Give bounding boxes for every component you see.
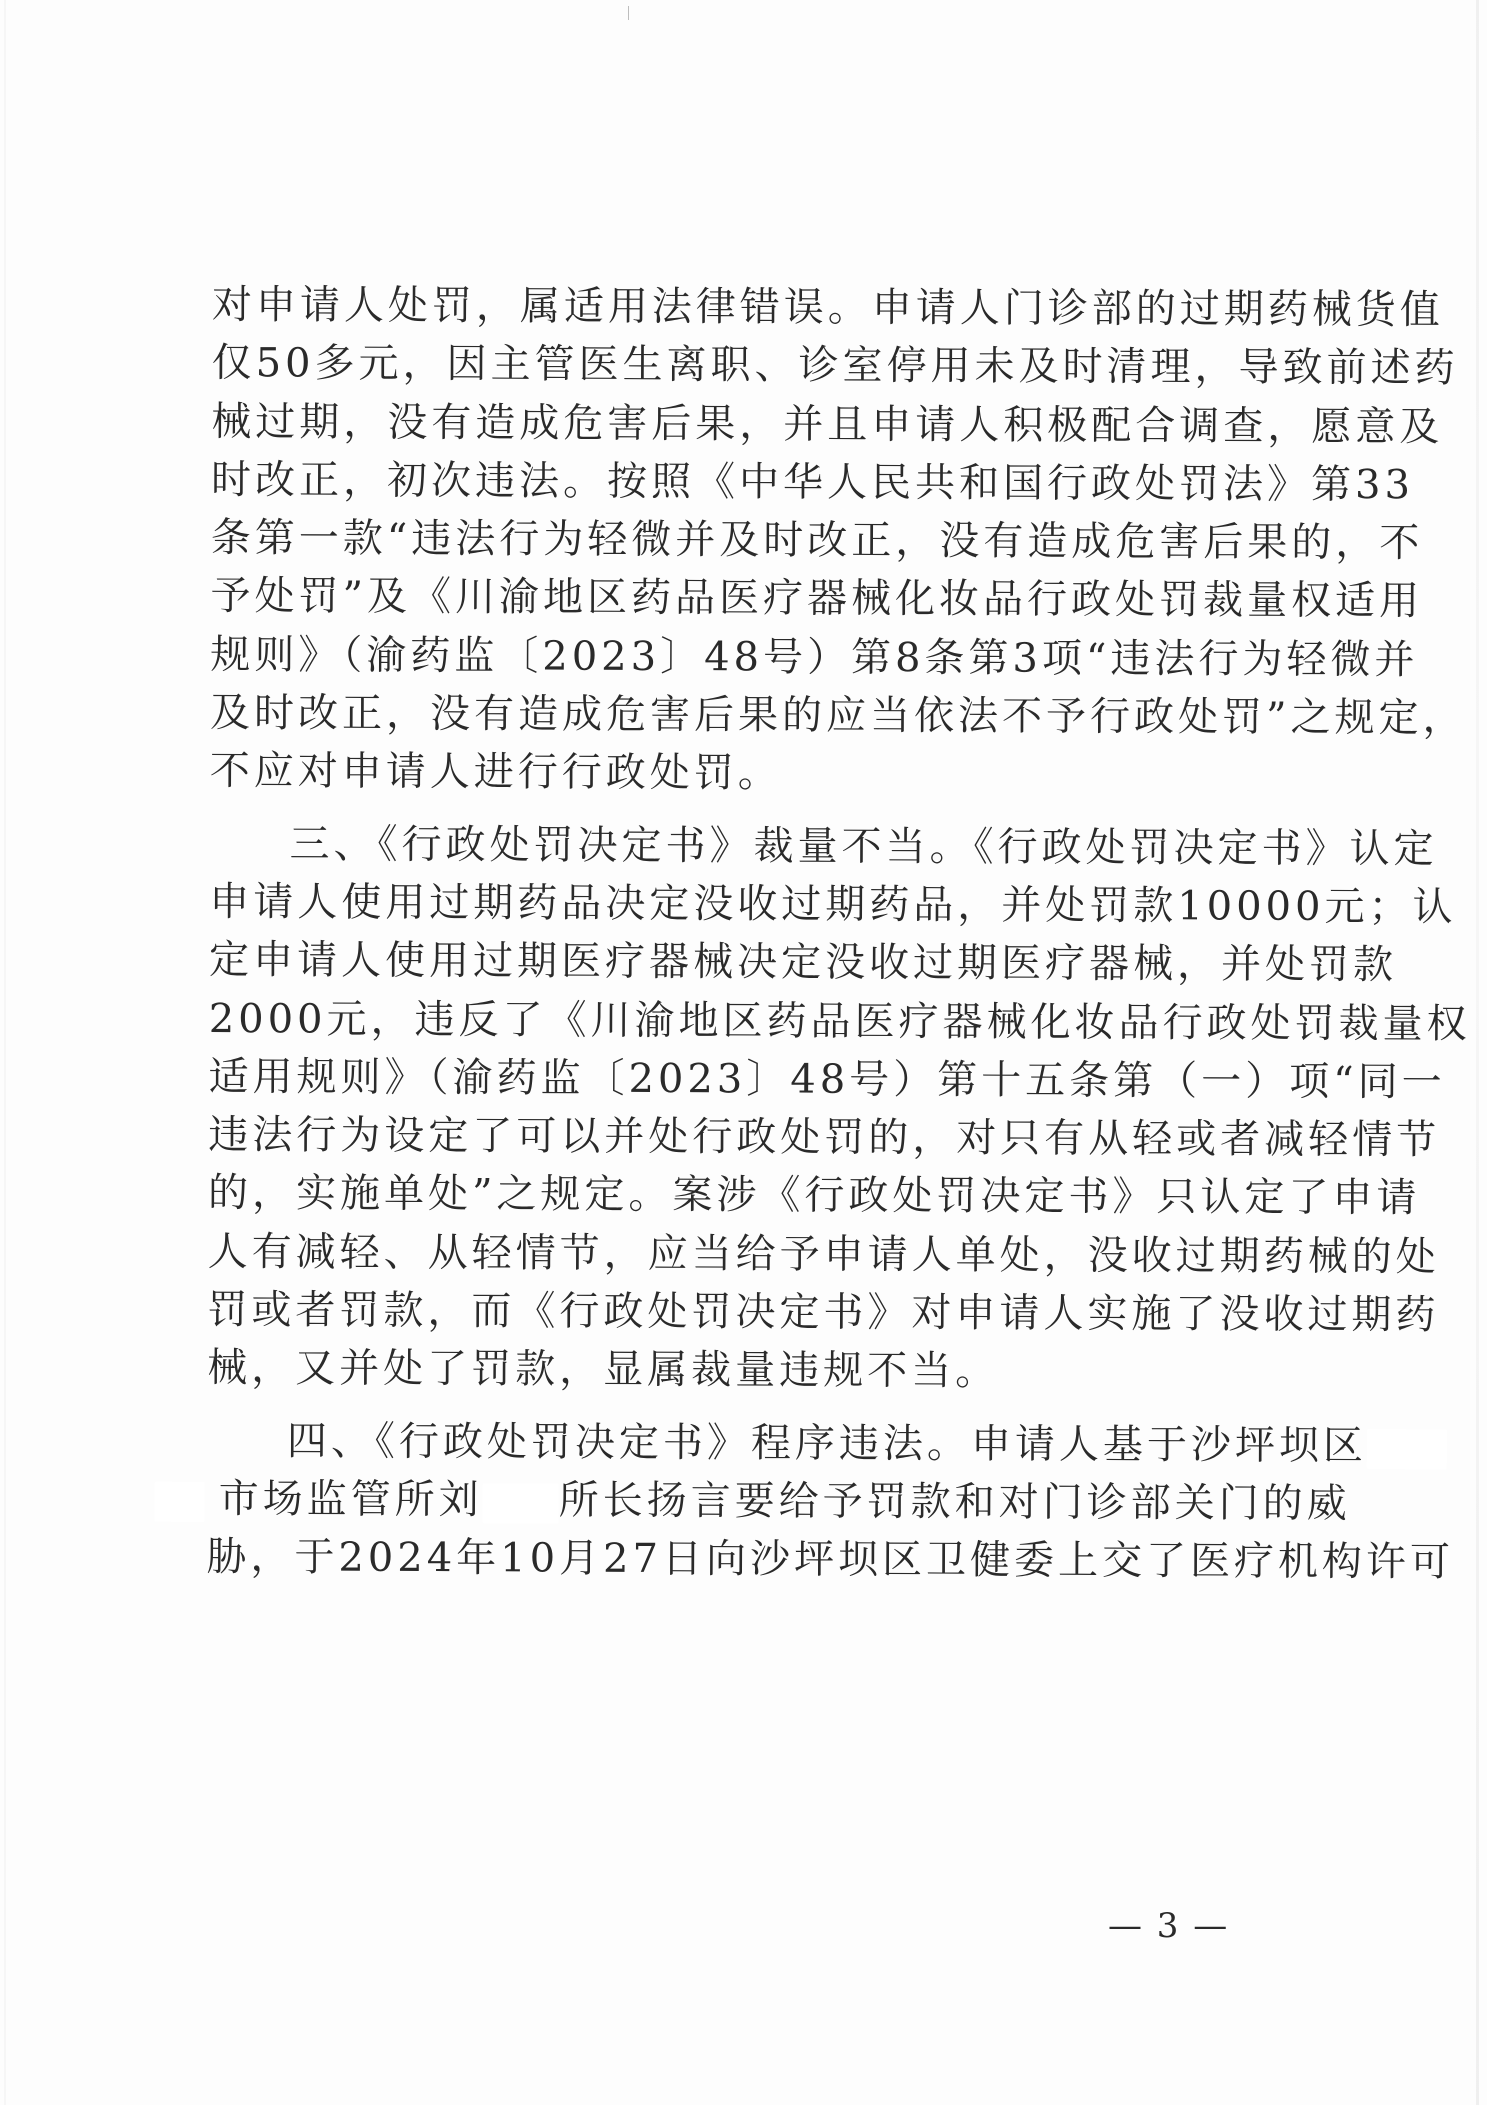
redaction-box — [155, 1482, 205, 1522]
text-line: 三、《行政处罚决定书》裁量不当。《行政处罚决定书》认定 — [289, 821, 1438, 873]
text-line: 适用规则》（渝药监〔2023〕48号）第十五条第（一）项“同一 — [208, 1053, 1446, 1106]
redaction-box — [483, 1483, 559, 1523]
text-line: 2000元，违反了《川渝地区药品医疗器械化妆品行政处罚裁量权 — [208, 995, 1471, 1048]
text-line: 及时改正，没有造成危害后果的应当依法不予行政处罚”之规定， — [209, 690, 1467, 742]
scan-edge-right — [1476, 0, 1479, 2105]
text-line: 违法行为设定了可以并处行政处罚的，对只有从轻或者减轻情节 — [208, 1112, 1441, 1164]
body-text — [206, 276, 1471, 1591]
text-line: 予处罚”及《川渝地区药品医疗器械化妆品行政处罚裁量权适用 — [210, 573, 1424, 625]
text-line: 对申请人处罚，属适用法律错误。申请人门诊部的过期药械货值 — [211, 281, 1444, 334]
text-line — [207, 1412, 1368, 1475]
text-segment: 市场监管所刘 — [218, 1475, 483, 1524]
text-line: 申请人使用过期药品决定没收过期药品，并处罚款10000元；认 — [209, 878, 1457, 931]
text-line — [207, 1470, 1351, 1533]
text-line: 人有减轻、从轻情节，应当给予申请人单处，没收过期药械的处 — [207, 1228, 1440, 1281]
text-line: 条第一款“违法行为轻微并及时改正，没有造成危害后果的，不 — [210, 515, 1424, 567]
text-line: 仅50多元，因主管医生离职、诊室停用未及时清理，导致前述药 — [211, 340, 1459, 392]
scan-mark — [628, 6, 629, 20]
text-segment: 所长扬言要给予罚款和对门诊部关门的威 — [558, 1477, 1351, 1527]
text-line: 胁，于2024年10月27日向沙坪坝区卫健委上交了医疗机构许可 — [206, 1534, 1455, 1586]
text-line: 械，又并处了罚款，显属裁量违规不当。 — [207, 1345, 1000, 1395]
text-line: 的，实施单处”之规定。案涉《行政处罚决定书》只认定了申请 — [207, 1170, 1421, 1222]
text-segment: 四、《行政处罚决定书》程序违法。申请人基于沙坪坝区 — [286, 1417, 1368, 1469]
text-line: 定申请人使用过期医疗器械决定没收过期医疗器械，并处罚款 — [208, 937, 1398, 989]
page-number: — 3 — — [1108, 1906, 1230, 1946]
redaction-box — [1367, 1429, 1447, 1469]
text-line: 械过期，没有造成危害后果，并且申请人积极配合调查，愿意及 — [211, 398, 1444, 450]
text-line: 不应对申请人进行行政处罚。 — [209, 748, 782, 797]
text-line: 罚或者罚款，而《行政处罚决定书》对申请人实施了没收过期药 — [207, 1287, 1440, 1339]
text-line: 时改正，初次违法。按照《中华人民共和国行政处罚法》第33 — [211, 456, 1415, 509]
text-line: 规则》（渝药监〔2023〕48号）第8条第3项“违法行为轻微并 — [210, 631, 1419, 684]
scan-edge-left — [4, 0, 6, 2105]
